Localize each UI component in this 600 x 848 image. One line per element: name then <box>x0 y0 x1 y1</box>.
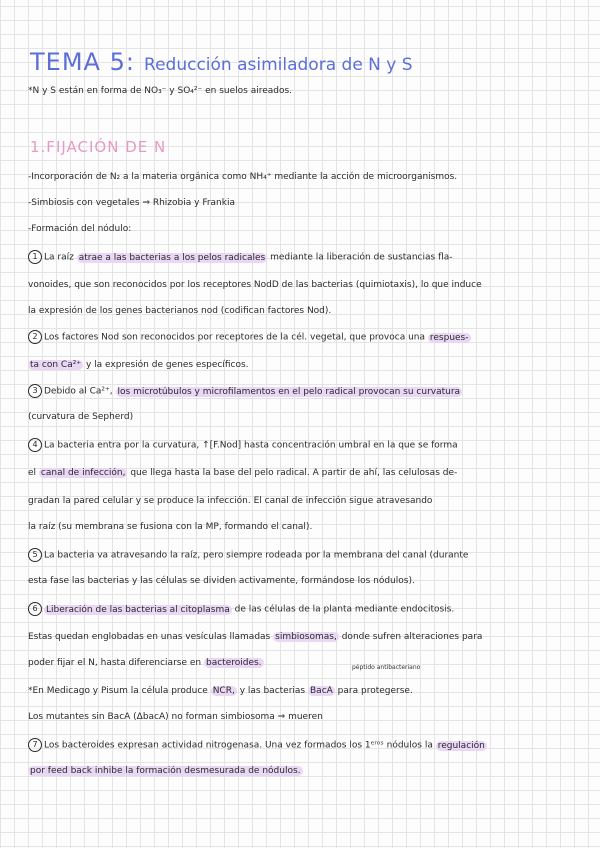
highlight: bacteroides. <box>205 658 262 668</box>
text: mediante la liberación de sustancias fla- <box>270 252 453 263</box>
highlight: canal de infección, <box>40 468 126 478</box>
text: y la expresión de genes específicos. <box>85 360 249 370</box>
text: Debido al Ca²⁺, <box>44 386 113 397</box>
step-1-line-1 <box>28 250 576 264</box>
highlight: por feed back inhibe la formación desmesurada de nódulos. <box>30 766 301 776</box>
text: Los bacteroides expresan actividad nitrogenasa. Una vez formados los 1ᵉʳᵒˢ nódulos la <box>44 740 433 751</box>
step-1-line-2: vonoides, que son reconocidos por los receptores NodD de las bacterias (quimiotaxis), lo que induce <box>28 280 482 290</box>
text: el <box>28 468 37 478</box>
step-1-line-3: la expresión de los genes bacterianos nod (codifican factores Nod). <box>28 306 332 316</box>
text: poder fijar el N, hasta diferenciarse en <box>28 658 202 668</box>
highlight: ta con Ca²⁺ <box>30 360 82 370</box>
step-number: 6 <box>28 602 42 616</box>
step-5-line-2: esta fase las bacterias y las células se dividen activamente, formándose los nódulos). <box>28 576 415 586</box>
step-3-line-1 <box>28 384 576 398</box>
step-3-line-2: (curvatura de Sepherd) <box>28 412 134 422</box>
text: La raíz <box>44 252 74 263</box>
text: que llega hasta la base del pelo radical. A partir de ahí, las celulosas de- <box>130 468 458 478</box>
step-number: 7 <box>28 738 42 752</box>
step-number: 3 <box>28 384 42 398</box>
step-7-line-2 <box>28 764 576 778</box>
text: donde sufren alteraciones para <box>341 632 483 642</box>
title-main: TEMA 5: <box>30 48 135 76</box>
step-6-line-1 <box>28 602 576 616</box>
page-title <box>30 48 413 76</box>
bullet-2: -Simbiosis con vegetales ⇒ Rhizobia y Frankia <box>28 198 235 208</box>
text: La bacteria entra por la curvatura, ↑[F.Nod] hasta concentración umbral en la que se forma <box>44 440 458 451</box>
highlight: Liberación de las bacterias al citoplasma <box>46 604 230 615</box>
step-4-line-1 <box>28 438 576 452</box>
step-6-line-4 <box>28 684 576 698</box>
text: Estas quedan englobadas en unas vesículas llamadas <box>28 632 271 642</box>
text: de las células de la planta mediante endocitosis. <box>234 604 455 615</box>
step-number: 2 <box>28 330 42 344</box>
text: para protegerse. <box>337 686 413 696</box>
text: La bacteria va atravesando la raíz, pero siempre rodeada por la membrana del canal (durante <box>44 550 469 561</box>
step-4-line-3: gradan la pared celular y se produce la infección. El canal de infección sigue atravesando <box>28 496 433 506</box>
highlight: atrae a las bacterias a los pelos radicales <box>78 252 266 263</box>
step-6-line-2 <box>28 630 576 644</box>
margin-annotation: péptido antibacteriano <box>352 664 421 671</box>
text: *En Medicago y Pisum la célula produce <box>28 686 208 696</box>
step-number: 1 <box>28 250 42 264</box>
highlight: simbiosomas, <box>275 632 337 642</box>
step-7-line-1 <box>28 738 576 752</box>
step-4-line-2 <box>28 466 576 480</box>
text: Los factores Nod son reconocidos por receptores de la cél. vegetal, que provoca una <box>44 332 425 343</box>
bullet-3: -Formación del nódulo: <box>28 224 132 234</box>
highlight: BacA <box>310 686 333 696</box>
step-4-line-4: la raíz (su membrana se fusiona con la MP, formando el canal). <box>28 522 313 532</box>
step-6-line-3 <box>28 656 576 670</box>
step-2-line-1 <box>28 330 576 344</box>
step-number: 5 <box>28 548 42 562</box>
highlight: respues- <box>429 332 469 343</box>
step-2-line-2 <box>28 358 576 372</box>
bullet-1: -Incorporación de N₂ a la materia orgánica como NH₄⁺ mediante la acción de microorganismos. <box>28 172 458 182</box>
highlight: NCR, <box>212 686 235 696</box>
highlight: regulación <box>437 740 485 751</box>
text: y las bacterias <box>239 686 306 696</box>
step-number: 4 <box>28 438 42 452</box>
section-heading: 1.FIJACIÓN DE N <box>30 138 167 156</box>
title-sub: Reducción asimiladora de N y S <box>144 55 413 75</box>
step-6-line-5: Los mutantes sin BacA (ΔbacA) no forman simbiosoma ⇒ mueren <box>28 712 323 722</box>
highlight: los microtúbulos y microfilamentos en el pelo radical provocan su curvatura <box>117 386 461 397</box>
step-5-line-1 <box>28 548 576 562</box>
intro-note: *N y S están en forma de NO₃⁻ y SO₄²⁻ en suelos aireados. <box>28 86 293 96</box>
